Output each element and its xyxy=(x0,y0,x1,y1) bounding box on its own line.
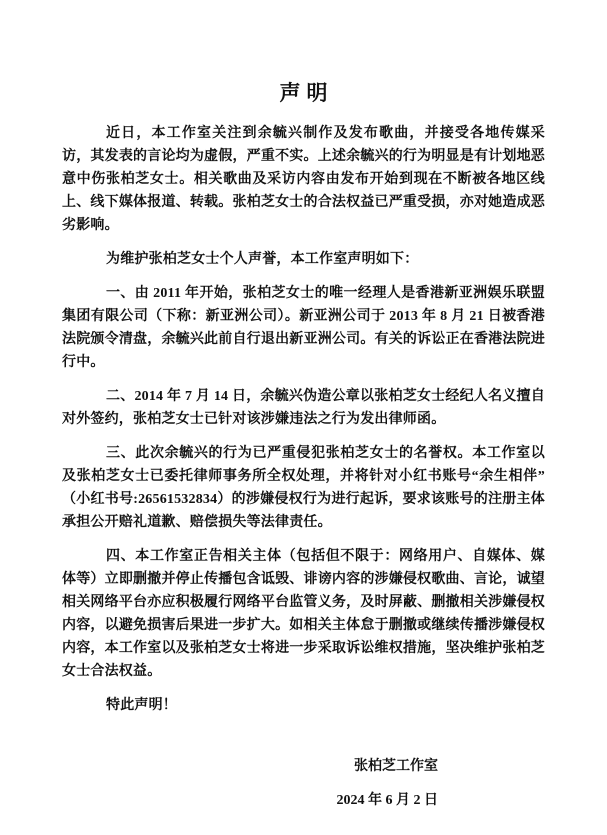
statement-closing: 特此声明！ xyxy=(106,698,177,713)
statement-point-4: 四、本工作室正告相关主体（包括但不限于：网络用户、自媒体、媒体等）立即删撤并停止传播包含诋毁、诽谤内容的涉嫌侵权歌曲、言论，诚望相关网络平台亦应积极履行网络平台监管义务，及时屏蔽、删撤相关涉嫌侵权内容，以避免损害后果进一步扩大。如相关主体怠于删撤或继续传播涉嫌侵权内容，本工作室以及张柏芝女士将进一步采取诉讼维权措施，坚决维护张柏芝女士合法权益。 xyxy=(62,549,545,679)
signature-studio-name: 张柏芝工作室 xyxy=(354,759,438,774)
document-title: 声明 xyxy=(279,81,334,105)
statement-point-3: 三、此次余毓兴的行为已严重侵犯张柏芝女士的名誉权。本工作室以及张柏芝女士已委托律师事务所全权处理，并将针对小红书账号“余生相伴”（小红书号:26561532834）的涉嫌侵权行为进行起诉，要求该账号的注册主体承担公开赔礼道歉、赔偿损失等法律责任。 xyxy=(62,446,545,530)
statement-point-1: 一、由 2011 年开始，张柏芝女士的唯一经理人是香港新亚洲娱乐联盟集团有限公司（下称：新亚洲公司）。新亚洲公司于 2013 年 8 月 21 日被香港法院颁令清盘，余毓兴此前自行退出新亚洲公司。有关的诉讼正在香港法院进行中。 xyxy=(62,286,545,370)
statement-paragraph-lead-in: 为维护张柏芝女士个人声誉，本工作室声明如下： xyxy=(106,252,419,267)
signature-date: 2024 年 6 月 2 日 xyxy=(336,793,438,808)
signature-block xyxy=(62,755,545,812)
statement-paragraph-intro: 近日，本工作室关注到余毓兴制作及发布歌曲，并接受各地传媒采访，其发表的言论均为虚假，严重不实。上述余毓兴的行为明显是有计划地恶意中伤张柏芝女士。相关歌曲及采访内容由发布开始到现在不断被各地区线上、线下媒体报道、转载。张柏芝女士的合法权益已严重受损，亦对她造成恶劣影响。 xyxy=(62,126,545,233)
statement-point-2: 二、2014 年 7 月 14 日，余毓兴伪造公章以张柏芝女士经纪人名义擅自对外签约，张柏芝女士已针对该涉嫌违法之行为发出律师函。 xyxy=(62,389,545,427)
